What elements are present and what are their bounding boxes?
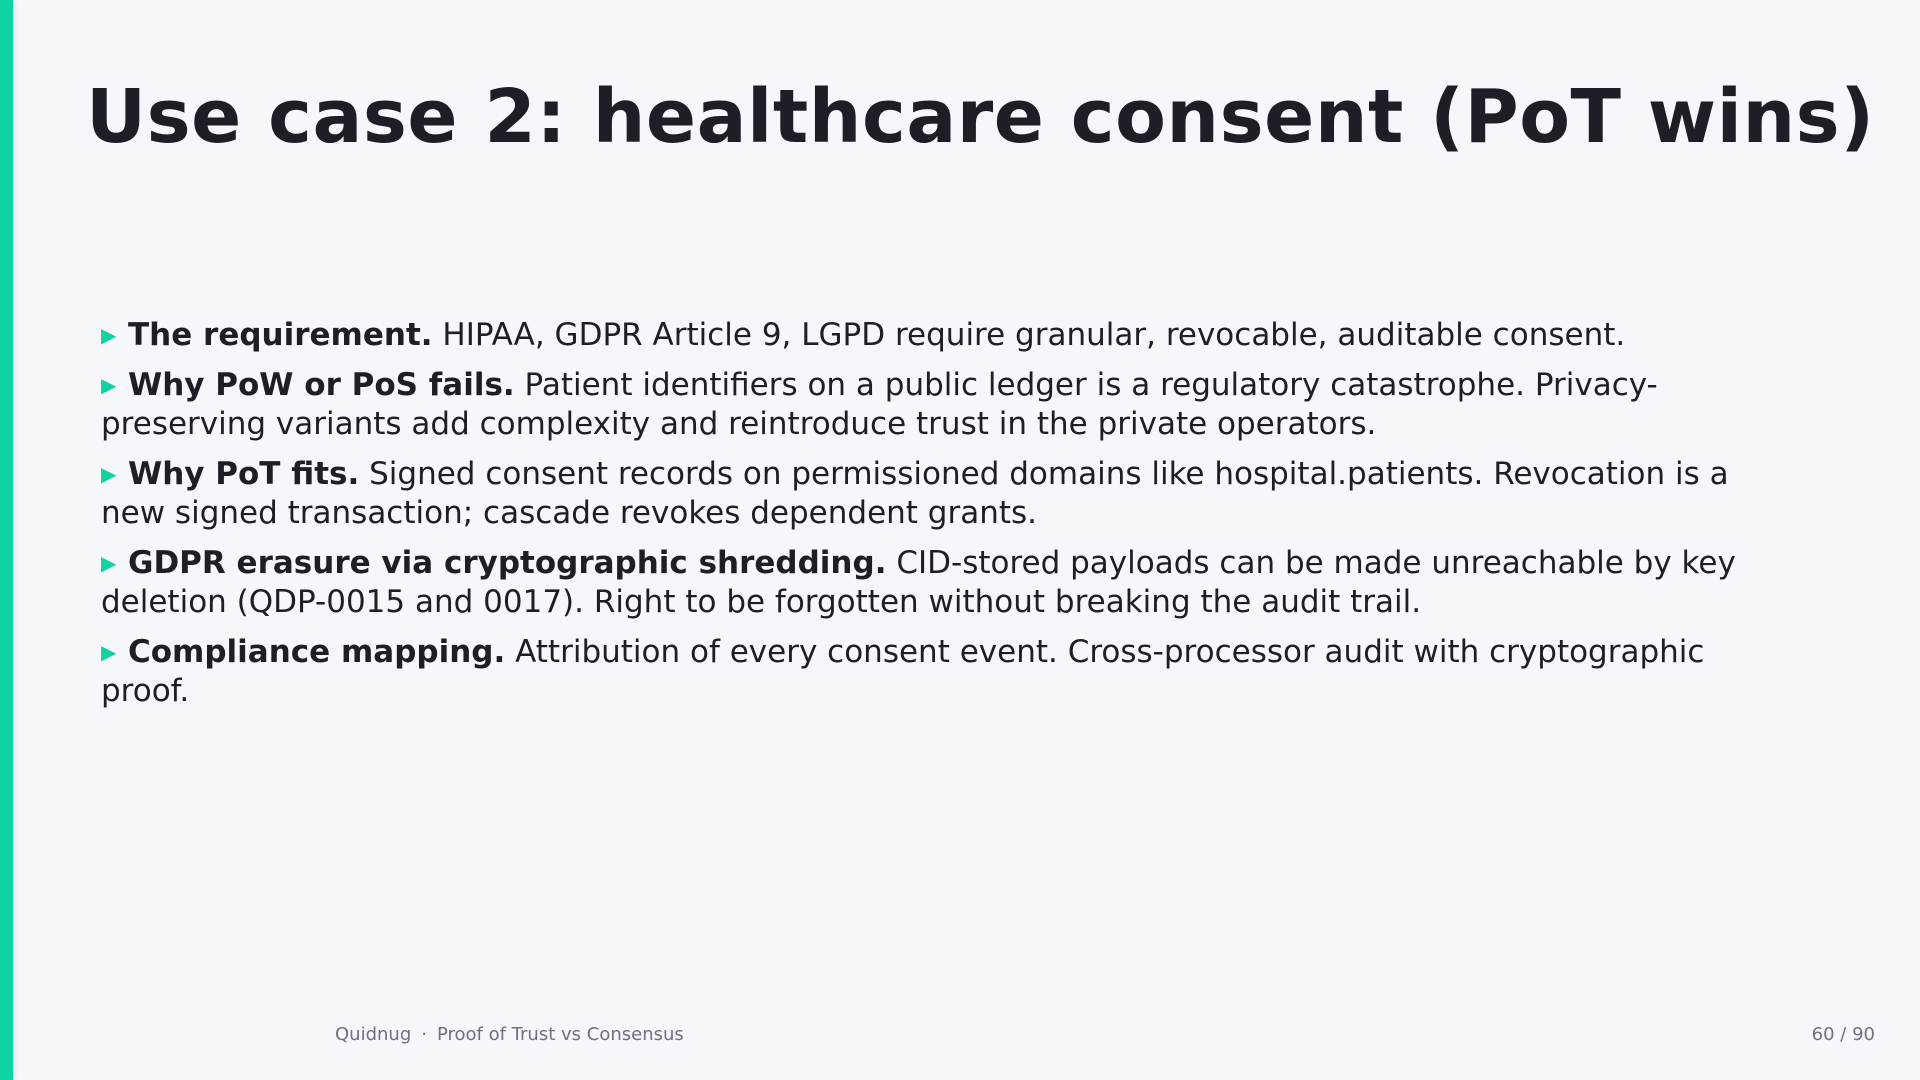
footer xyxy=(335,1024,684,1045)
bullet-lead: Why PoW or PoS fails. xyxy=(128,367,515,403)
triangle-right-icon: ▶ xyxy=(101,462,117,486)
slide-title: Use case 2: healthcare consent (PoT wins) xyxy=(86,74,1875,160)
bullet-lead: Compliance mapping. xyxy=(128,634,506,670)
triangle-right-icon: ▶ xyxy=(101,373,117,397)
bullet-text: HIPAA, GDPR Article 9, LGPD require granular, revocable, auditable consent. xyxy=(442,317,1626,353)
page-number: 60 / 90 xyxy=(1811,1024,1875,1045)
bullet-item xyxy=(101,455,1801,533)
bullet-text: Signed consent records on permissioned domains like hospital.patients. Revocation is a new signed transaction; cascade revokes dependent grants. xyxy=(101,456,1729,531)
triangle-right-icon: ▶ xyxy=(101,323,117,347)
triangle-right-icon: ▶ xyxy=(101,640,117,664)
footer-separator: · xyxy=(421,1024,427,1045)
footer-deck-title: Proof of Trust vs Consensus xyxy=(436,1024,684,1045)
bullet-text: Attribution of every consent event. Cross-processor audit with cryptographic proof. xyxy=(101,634,1705,709)
bullet-item xyxy=(101,316,1801,355)
triangle-right-icon: ▶ xyxy=(101,551,117,575)
accent-bar xyxy=(0,0,13,1080)
bullet-lead: The requirement. xyxy=(128,317,433,353)
bullet-item xyxy=(101,633,1801,711)
bullet-item xyxy=(101,366,1801,444)
bullet-text: Patient identifiers on a public ledger is a regulatory catastrophe. Privacy-preserving variants add complexity and reintroduce trust in the private operators. xyxy=(101,367,1658,442)
footer-brand: Quidnug xyxy=(335,1024,412,1045)
bullet-text: CID-stored payloads can be made unreachable by key deletion (QDP-0015 and 0017). Right to be forgotten without breaking the audit trail. xyxy=(101,545,1736,620)
bullet-list xyxy=(101,316,1801,722)
bullet-item xyxy=(101,544,1801,622)
bullet-lead: Why PoT fits. xyxy=(128,456,360,492)
bullet-lead: GDPR erasure via cryptographic shredding. xyxy=(128,545,887,581)
